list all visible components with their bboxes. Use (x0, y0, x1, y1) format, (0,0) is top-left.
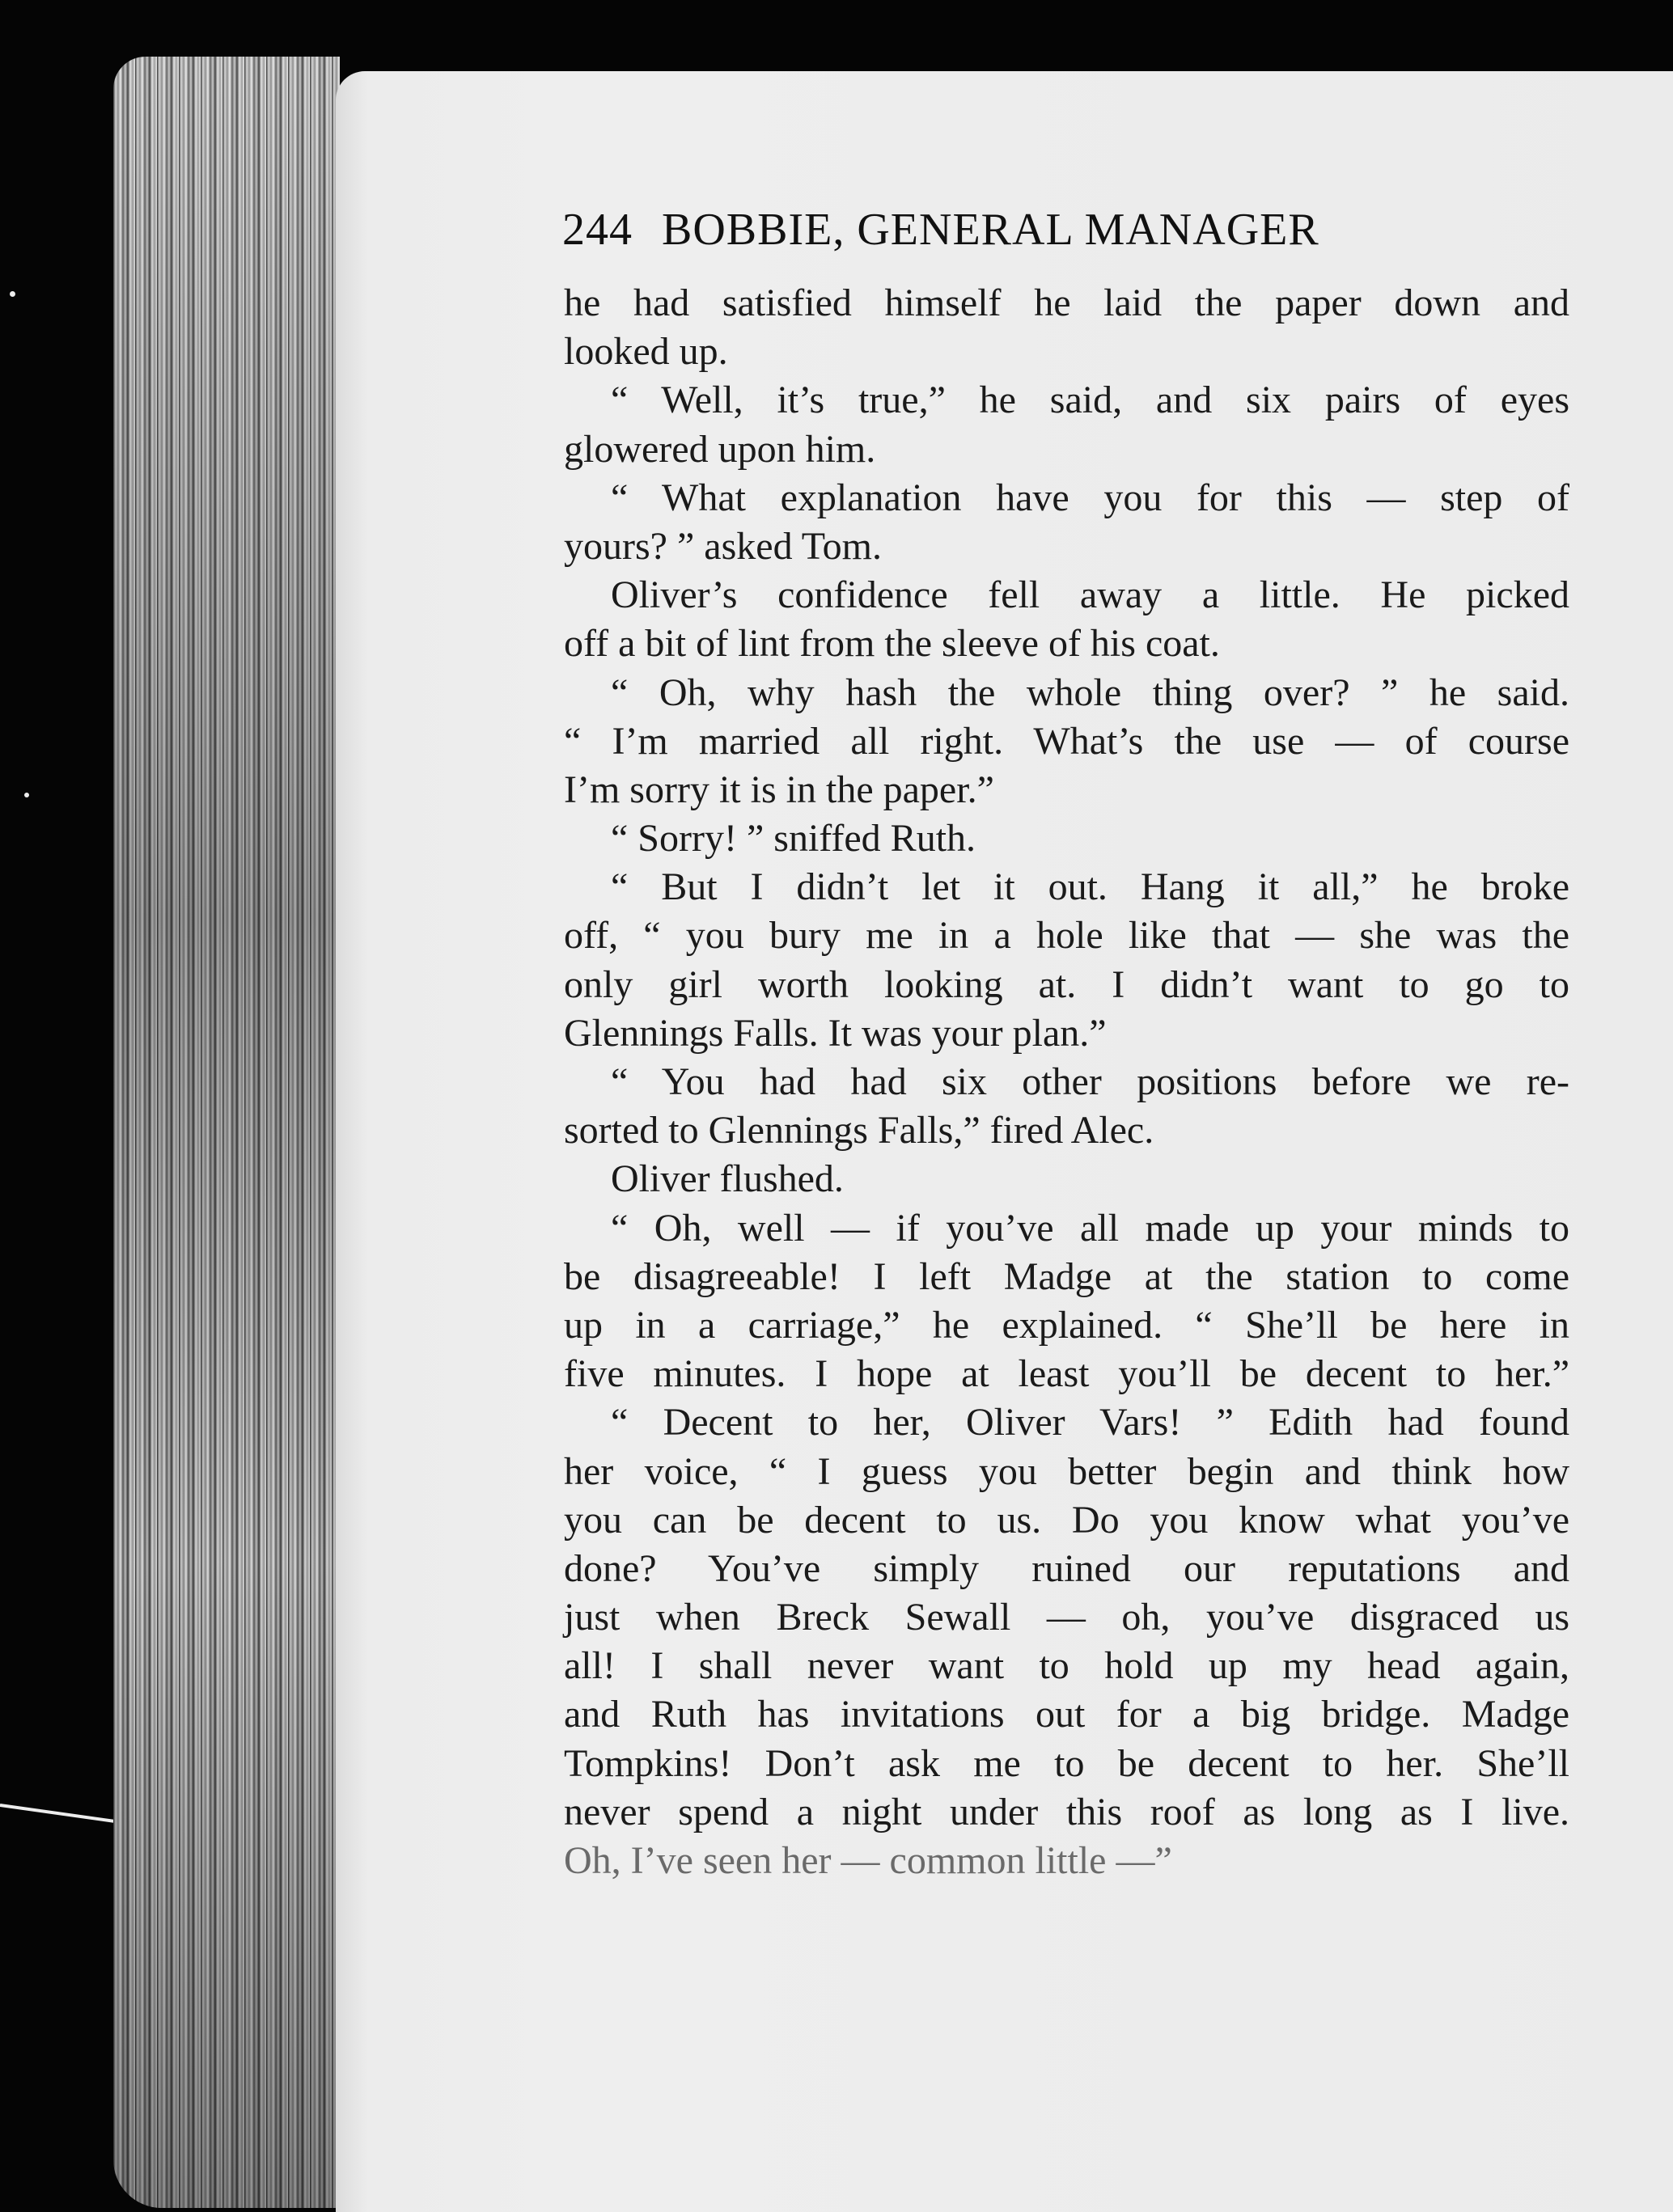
text-line: her voice, “ I guess you better begin and think how (564, 1449, 1569, 1493)
scan-streak (0, 1804, 121, 1824)
text-line: I’m sorry it is in the paper.” (564, 768, 994, 811)
text-line: Oliver flushed. (611, 1157, 844, 1201)
text-line: “ You had had six other positions before we re- (611, 1060, 1569, 1103)
text-line: Oh, I’ve seen her — common little —” (564, 1839, 1172, 1882)
text-line: just when Breck Sewall — oh, you’ve disgraced us (564, 1596, 1569, 1639)
text-line: he had satisfied himself he laid the paper down and (564, 281, 1569, 324)
body-text (564, 279, 1569, 1885)
text-line: Tompkins! Don’t ask me to be decent to her. She’ll (564, 1741, 1569, 1785)
text-line: off a bit of lint from the sleeve of his coat. (564, 622, 1220, 666)
text-line: off, “ you bury me in a hole like that — she was the (564, 914, 1569, 958)
text-line: “ What explanation have you for this — step of (611, 476, 1569, 519)
text-line: up in a carriage,” he explained. “ She’ll be here in (564, 1303, 1569, 1347)
book-page-edges-shade (113, 57, 340, 2208)
page-number: 244 (562, 205, 633, 255)
text-line: all! I shall never want to hold up my head again, (564, 1644, 1569, 1688)
text-line: Oliver’s confidence fell away a little. He picked (611, 573, 1569, 617)
text-line: five minutes. I hope at least you’ll be decent to her.” (564, 1352, 1569, 1396)
text-line: yours? ” asked Tom. (564, 524, 882, 568)
page-header (562, 204, 1582, 256)
scan-speck (10, 291, 15, 297)
text-line: done? You’ve simply ruined our reputations and (564, 1546, 1569, 1590)
text-line: sorted to Glennings Falls,” fired Alec. (564, 1109, 1154, 1153)
text-line: only girl worth looking at. I didn’t want to go to (564, 962, 1569, 1006)
text-line: be disagreeable! I left Madge at the station to come (564, 1254, 1569, 1298)
text-line: “ But I didn’t let it out. Hang it all,” he broke (611, 865, 1569, 909)
text-line: looked up. (564, 330, 728, 374)
text-line: “ Oh, why hash the whole thing over? ” he said. (611, 670, 1569, 714)
running-head: BOBBIE, GENERAL MANAGER (662, 205, 1319, 255)
scan-speck (24, 793, 29, 797)
text-line: “ Sorry! ” sniffed Ruth. (611, 817, 976, 861)
text-line: “ Decent to her, Oliver Vars! ” Edith had found (611, 1401, 1569, 1444)
text-line: you can be decent to us. Do you know what you’ve (564, 1498, 1569, 1542)
text-line: glowered upon him. (564, 427, 876, 471)
text-line: Glennings Falls. It was your plan.” (564, 1011, 1107, 1055)
text-line: and Ruth has invitations out for a big bridge. Madge (564, 1693, 1569, 1736)
text-line: “ Well, it’s true,” he said, and six pairs of eyes (611, 379, 1569, 422)
text-line: “ Oh, well — if you’ve all made up your minds to (611, 1206, 1569, 1250)
text-line: never spend a night under this roof as long as I live. (564, 1790, 1569, 1833)
text-line: “ I’m married all right. What’s the use — of course (564, 719, 1569, 763)
